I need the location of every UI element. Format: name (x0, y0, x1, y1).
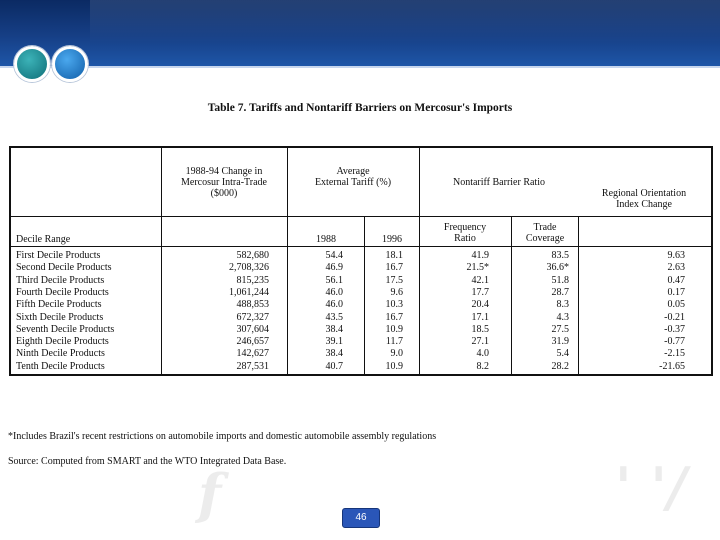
index-change-cell: 0.47 (667, 274, 685, 286)
frequency-ratio-cell: 18.5 (471, 323, 489, 335)
avg-tariff-header-line: Average (336, 166, 370, 177)
index-change-cell: -0.37 (664, 323, 685, 335)
trade-coverage-cell: 28.7 (551, 286, 569, 298)
tariff-1996-cell: 10.9 (385, 323, 403, 335)
decile-name-cell: Second Decile Products (16, 262, 112, 274)
frequency-ratio-cell: 17.1 (471, 311, 489, 323)
intra-trade-change-cell: 1,061,244 (229, 286, 269, 298)
header-divider (11, 216, 711, 217)
source-note: Source: Computed from SMART and the WTO Integrated Data Base. (8, 456, 287, 467)
frequency-ratio-header (420, 222, 510, 244)
table-row (11, 250, 711, 262)
index-change-cell: 0.05 (667, 299, 685, 311)
tariff-1996-cell: 18.1 (385, 250, 403, 261)
frequency-ratio-cell: 41.9 (471, 250, 489, 261)
table-row (11, 336, 711, 348)
change-header-line: 1988-94 Change in (185, 166, 263, 177)
frequency-header-line: Frequency (443, 222, 487, 233)
avg-tariff-header-line: External Tariff (%) (314, 177, 392, 188)
intra-trade-change-cell: 142,627 (236, 348, 269, 360)
header-divider (11, 246, 711, 247)
decile-name-cell: Third Decile Products (16, 274, 105, 286)
year-1988-header: 1988 (316, 234, 336, 245)
watermark-glyph: f (198, 462, 222, 526)
intra-trade-change-cell: 582,680 (236, 250, 269, 261)
tariff-1996-cell: 9.0 (390, 348, 403, 360)
trade-coverage-cell: 51.8 (551, 274, 569, 286)
intra-trade-change-cell: 307,604 (236, 323, 269, 335)
banner-sheen (90, 0, 720, 44)
decile-name-cell: First Decile Products (16, 250, 101, 261)
tariff-1996-cell: 10.3 (385, 299, 403, 311)
decile-name-cell: Fourth Decile Products (16, 286, 109, 298)
intra-trade-change-cell: 672,327 (236, 311, 269, 323)
frequency-ratio-cell: 17.7 (471, 286, 489, 298)
index-change-header (579, 188, 709, 210)
index-header-line: Regional Orientation (601, 188, 687, 199)
trade-coverage-cell: 36.6* (546, 262, 569, 274)
change-header-line: ($000) (210, 188, 238, 199)
index-change-cell: -21.65 (659, 360, 685, 372)
tariff-1988-cell: 43.5 (325, 311, 343, 323)
data-table (9, 146, 713, 376)
decorative-circles (14, 46, 94, 80)
frequency-ratio-cell: 8.2 (476, 360, 489, 372)
decile-name-cell: Sixth Decile Products (16, 311, 104, 323)
decile-name-cell: Eighth Decile Products (16, 336, 109, 348)
table-row (11, 324, 711, 336)
frequency-ratio-cell: 4.0 (476, 348, 489, 360)
decile-name-cell: Tenth Decile Products (16, 360, 105, 372)
tariff-1988-cell: 38.4 (325, 323, 343, 335)
trade-coverage-cell: 31.9 (551, 336, 569, 348)
intra-trade-change-cell: 246,657 (236, 336, 269, 348)
table-row (11, 312, 711, 324)
trade-coverage-cell: 27.5 (551, 323, 569, 335)
table-row (11, 287, 711, 299)
tariff-1988-cell: 46.0 (325, 286, 343, 298)
index-change-cell: 2.63 (667, 262, 685, 274)
table-row (11, 361, 711, 373)
tariff-1988-cell: 40.7 (325, 360, 343, 372)
watermark-glyph: ' '/ (615, 455, 687, 519)
index-change-cell: -2.15 (664, 348, 685, 360)
intra-trade-change-cell: 2,708,326 (229, 262, 269, 274)
trade-coverage-cell: 8.3 (556, 299, 569, 311)
trade-coverage-cell: 28.2 (551, 360, 569, 372)
decile-range-header: Decile Range (16, 234, 71, 245)
header-banner (0, 0, 720, 68)
tariff-1988-cell: 39.1 (325, 336, 343, 348)
avg-tariff-header (288, 166, 418, 188)
footnote: *Includes Brazil's recent restrictions on automobile imports and domestic automobile assembly regulations (8, 431, 437, 442)
tariff-1996-cell: 17.5 (385, 274, 403, 286)
tariff-1996-cell: 10.9 (385, 360, 403, 372)
frequency-ratio-cell: 42.1 (471, 274, 489, 286)
trade-coverage-cell: 5.4 (556, 348, 569, 360)
tariff-1988-cell: 38.4 (325, 348, 343, 360)
trade-coverage-header (512, 222, 578, 244)
ntb-ratio-header: Nontariff Barrier Ratio (452, 177, 545, 188)
frequency-ratio-cell: 27.1 (471, 336, 489, 348)
page-number-badge: 46 (342, 508, 380, 528)
index-change-cell: 0.17 (667, 286, 685, 298)
intra-trade-change-cell: 488,853 (236, 299, 269, 311)
trade-coverage-cell: 4.3 (556, 311, 569, 323)
trade-header-line: Trade (533, 222, 557, 233)
table-row (11, 299, 711, 311)
trade-coverage-cell: 83.5 (551, 250, 569, 261)
table-row (11, 262, 711, 274)
tariff-1996-cell: 9.6 (390, 286, 403, 298)
frequency-header-line: Ratio (454, 233, 476, 244)
decile-name-cell: Fifth Decile Products (16, 299, 102, 311)
tariff-1988-cell: 56.1 (325, 274, 343, 286)
change-header-line: Mercosur Intra-Trade (181, 177, 267, 188)
teal-circle-icon (14, 46, 50, 82)
decile-name-cell: Ninth Decile Products (16, 348, 105, 360)
index-change-cell: 9.63 (667, 250, 685, 261)
blue-circle-icon (52, 46, 88, 82)
trade-header-line: Coverage (525, 233, 565, 244)
table-row (11, 348, 711, 360)
tariff-1996-cell: 16.7 (385, 262, 403, 274)
frequency-ratio-cell: 20.4 (471, 299, 489, 311)
year-1996-header: 1996 (382, 234, 402, 245)
tariff-1988-cell: 54.4 (325, 250, 343, 261)
frequency-ratio-cell: 21.5* (466, 262, 489, 274)
intra-trade-change-cell: 815,235 (236, 274, 269, 286)
tariff-1988-cell: 46.0 (325, 299, 343, 311)
table-row (11, 275, 711, 287)
tariff-1996-cell: 11.7 (385, 336, 403, 348)
table-title: Table 7. Tariffs and Nontariff Barriers on Mercosur's Imports (207, 102, 513, 114)
intra-trade-change-cell: 287,531 (236, 360, 269, 372)
index-change-cell: -0.77 (664, 336, 685, 348)
index-change-cell: -0.21 (664, 311, 685, 323)
change-header (162, 166, 286, 199)
tariff-1988-cell: 46.9 (325, 262, 343, 274)
decile-name-cell: Seventh Decile Products (16, 323, 115, 335)
tariff-1996-cell: 16.7 (385, 311, 403, 323)
index-header-line: Index Change (616, 199, 672, 210)
